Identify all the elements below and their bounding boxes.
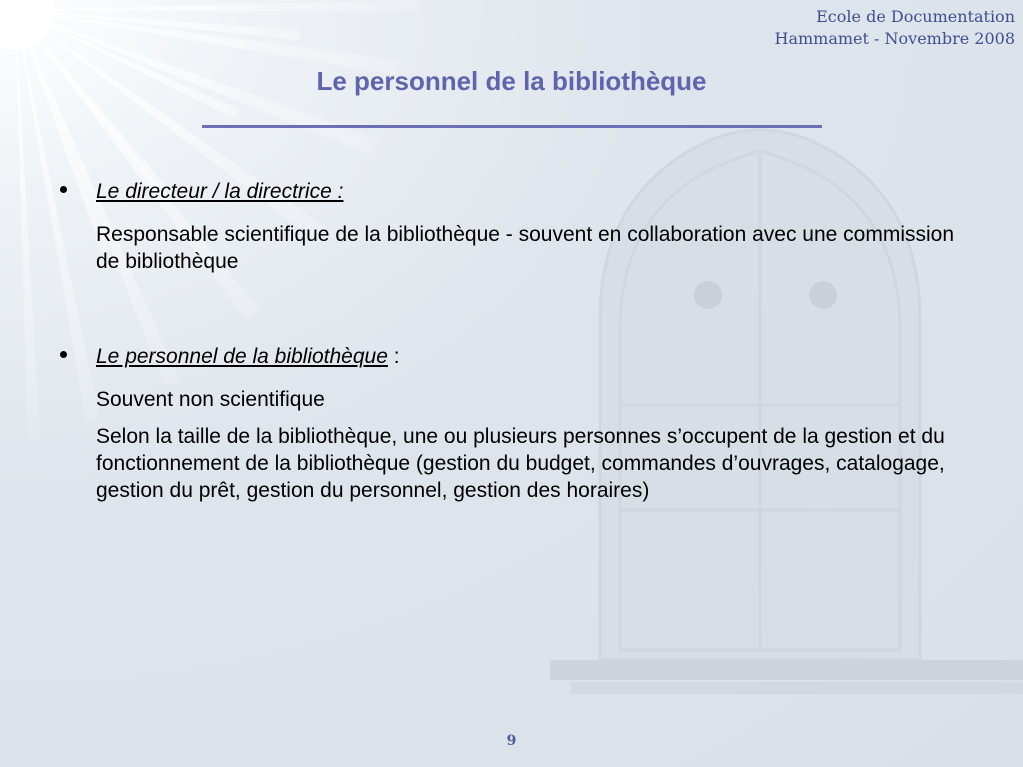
bullet-item-staff: [60, 343, 970, 504]
bullet-heading: Le directeur / la directrice :: [96, 180, 344, 203]
bullet-icon: [60, 351, 67, 358]
bullet-paragraph: Responsable scientifique de la bibliothèque - souvent en collaboration avec une commission de bibliothèque: [96, 223, 955, 273]
bullet-icon: [60, 186, 67, 193]
slide-content: [60, 178, 970, 518]
bullet-paragraph: Selon la taille de la bibliothèque, une ou plusieurs personnes s’occupent de la gestion et du fonctionnement de la bibliothèque (gestion du budget, commandes d’ouvrages, catalogage, gestion du prêt, gestion du personnel, gestion des horaires): [96, 425, 945, 502]
bullet-heading: Le personnel de la bibliothèque: [96, 345, 388, 368]
header-event-date: Hammamet - Novembre 2008: [774, 29, 1015, 48]
bullet-heading-line: [96, 178, 970, 205]
header: [775, 6, 1016, 50]
header-school-name: Ecole de Documentation: [816, 7, 1015, 26]
bullet-heading-suffix: :: [387, 345, 400, 368]
bullet-paragraph: Souvent non scientifique: [96, 388, 325, 411]
title-underline: [202, 125, 822, 128]
bullet-heading-line: [96, 343, 970, 370]
slide-title: Le personnel de la bibliothèque: [316, 66, 707, 96]
page-number: 9: [506, 733, 517, 749]
bullet-item-director: [60, 178, 970, 275]
spacer: [60, 289, 970, 343]
